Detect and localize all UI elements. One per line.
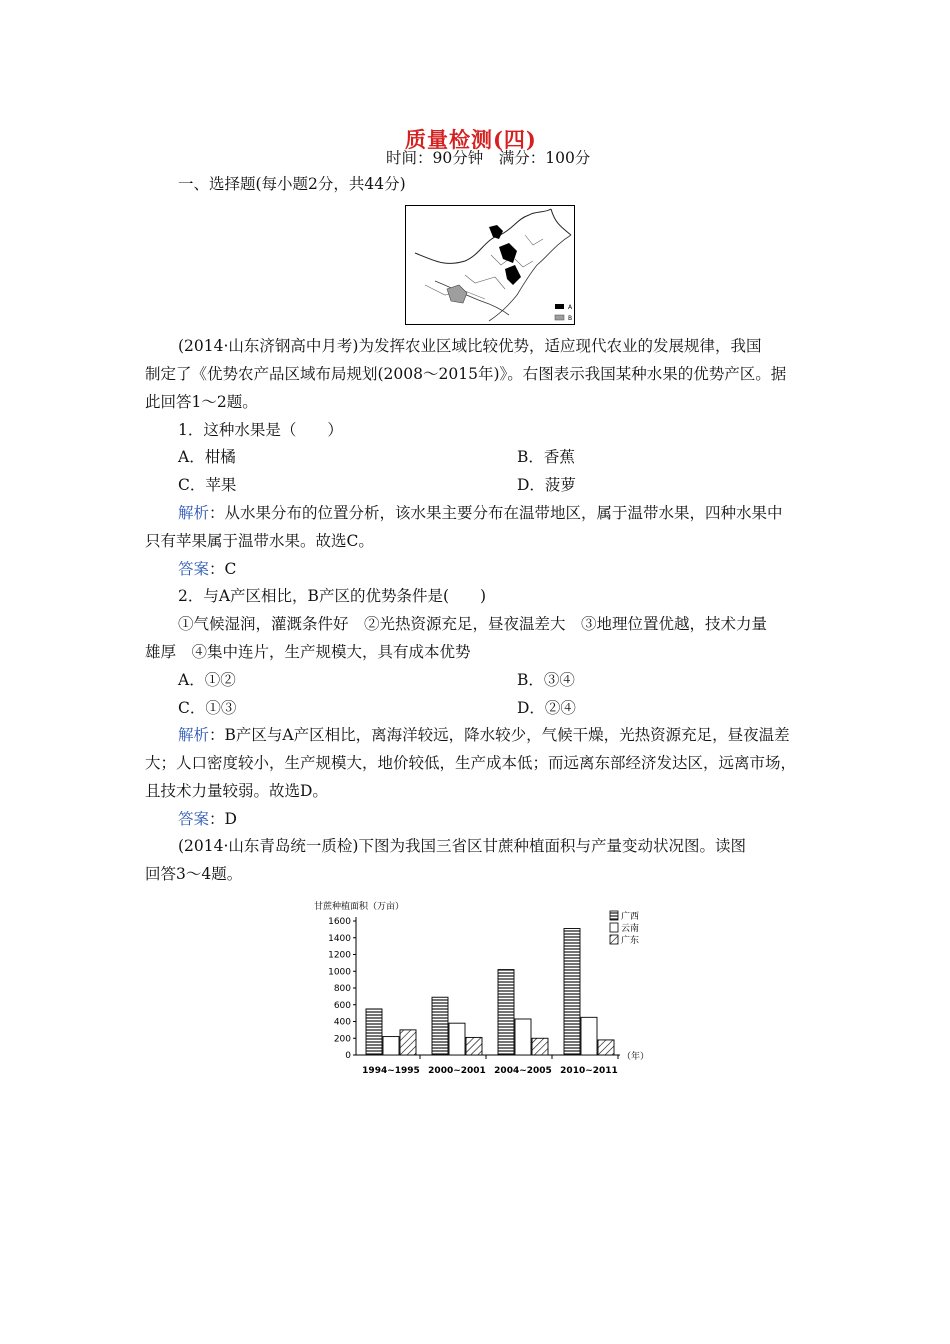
y-tick-label: 1600 <box>328 917 351 927</box>
y-axis-title: 甘蔗种植面积（万亩） <box>314 902 405 912</box>
question-2-stem: 2．与A产区相比，B产区的优势条件是( ) <box>178 587 487 605</box>
question-1-stem: 1．这种水果是（ ） <box>178 421 343 439</box>
q2-analysis-cont: 大；人口密度较小，生产规模大，地价较低，生产成本低；而远离东部经济发达区，远离市场， <box>145 754 797 772</box>
y-tick-label: 1400 <box>328 933 351 944</box>
legend-label: 广西 <box>621 912 640 922</box>
q1-option-b: B．香蕉 <box>517 448 575 466</box>
q2-statements-cont: 雄厚 ④集中连片，生产规模大，具有成本优势 <box>145 643 471 661</box>
q1-analysis <box>178 499 783 527</box>
analysis-text: ：从水果分布的位置分析，该水果主要分布在温带地区，属于温带水果，四种水果中 <box>209 504 783 522</box>
answer-label: 答案 <box>178 810 210 828</box>
answer-value: ：D <box>209 810 237 828</box>
x-tick-label: 2010~2011 <box>560 1066 618 1076</box>
legend-b-swatch <box>555 315 564 320</box>
q2-answer <box>178 805 237 833</box>
bar <box>532 1038 548 1055</box>
intro-line: 此回答1～2题。 <box>145 393 258 411</box>
x-axis-unit: （年） <box>622 1052 650 1062</box>
q2-option-a: A．①② <box>178 671 236 689</box>
q2-option-b: B．③④ <box>517 671 575 689</box>
fruit-region-map <box>405 205 575 325</box>
q2-statements: ①气候湿润，灌溉条件好 ②光热资源充足，昼夜温差大 ③地理位置优越，技术力量 <box>178 615 768 633</box>
y-tick-label: 200 <box>333 1034 351 1045</box>
q1-option-d: D．菠萝 <box>517 476 576 494</box>
legend-swatch <box>610 911 618 920</box>
y-tick-label: 1200 <box>328 950 351 961</box>
exam-meta: 时间：90分钟 满分：100分 <box>386 149 591 167</box>
y-tick-label: 1000 <box>328 967 351 978</box>
bar <box>581 1017 597 1055</box>
intro-line: (2014·山东青岛统一质检)下图为我国三省区甘蔗种植面积与产量变动状况图。读图 <box>178 837 746 855</box>
q1-analysis-cont: 只有苹果属于温带水果。故选C。 <box>145 532 374 550</box>
bar <box>400 1030 416 1055</box>
x-tick-label: 2004~2005 <box>494 1066 552 1076</box>
analysis-label: 解析 <box>178 726 210 744</box>
q2-option-d: D．②④ <box>517 699 576 717</box>
legend-swatch <box>610 935 618 944</box>
q1-option-c: C．苹果 <box>178 476 237 494</box>
legend-label: 云南 <box>621 924 640 934</box>
y-tick-label: 400 <box>333 1017 351 1028</box>
bar <box>366 1009 382 1055</box>
y-tick-label: 800 <box>333 984 351 994</box>
x-tick-label: 2000~2001 <box>428 1066 486 1076</box>
q2-option-c: C．①③ <box>178 699 237 717</box>
legend-b-key: B <box>568 315 573 322</box>
y-tick-label: 0 <box>345 1051 351 1061</box>
legend-label: 广东 <box>621 936 640 946</box>
page-title: 质量检测(四) <box>405 127 537 152</box>
analysis-text: ：B产区与A产区相比，离海洋较远，降水较少，气候干燥，光热资源充足，昼夜温差 <box>209 726 790 744</box>
bar <box>498 970 514 1055</box>
legend-swatch <box>610 923 618 932</box>
analysis-label: 解析 <box>178 504 210 522</box>
intro-line: (2014·山东济钢高中月考)为发挥农业区域比较优势，适应现代农业的发展规律，我国 <box>178 337 762 355</box>
answer-value: ：C <box>209 560 237 578</box>
bar <box>598 1040 614 1055</box>
y-tick-label: 600 <box>333 1000 351 1011</box>
legend-a-swatch <box>555 304 564 309</box>
x-tick-label: 1994~1995 <box>362 1066 420 1076</box>
q1-option-a: A．柑橘 <box>178 448 236 466</box>
bar <box>466 1037 482 1055</box>
bar <box>432 997 448 1055</box>
sugarcane-chart <box>310 897 660 1082</box>
answer-label: 答案 <box>178 560 210 578</box>
q2-analysis <box>178 721 790 749</box>
bar <box>449 1023 465 1055</box>
bar <box>515 1019 531 1055</box>
bar <box>383 1037 399 1055</box>
bar <box>564 929 580 1055</box>
q2-analysis-cont: 且技术力量较弱。故选D。 <box>145 782 328 800</box>
intro-line: 制定了《优势农产品区域布局规划(2008～2015年)》。右图表示我国某种水果的优势产区。据 <box>145 365 787 383</box>
legend-a-key: A <box>568 304 573 311</box>
q1-answer <box>178 555 236 583</box>
intro-line: 回答3～4题。 <box>145 865 243 883</box>
section-heading: 一、选择题(每小题2分，共44分) <box>178 175 406 193</box>
